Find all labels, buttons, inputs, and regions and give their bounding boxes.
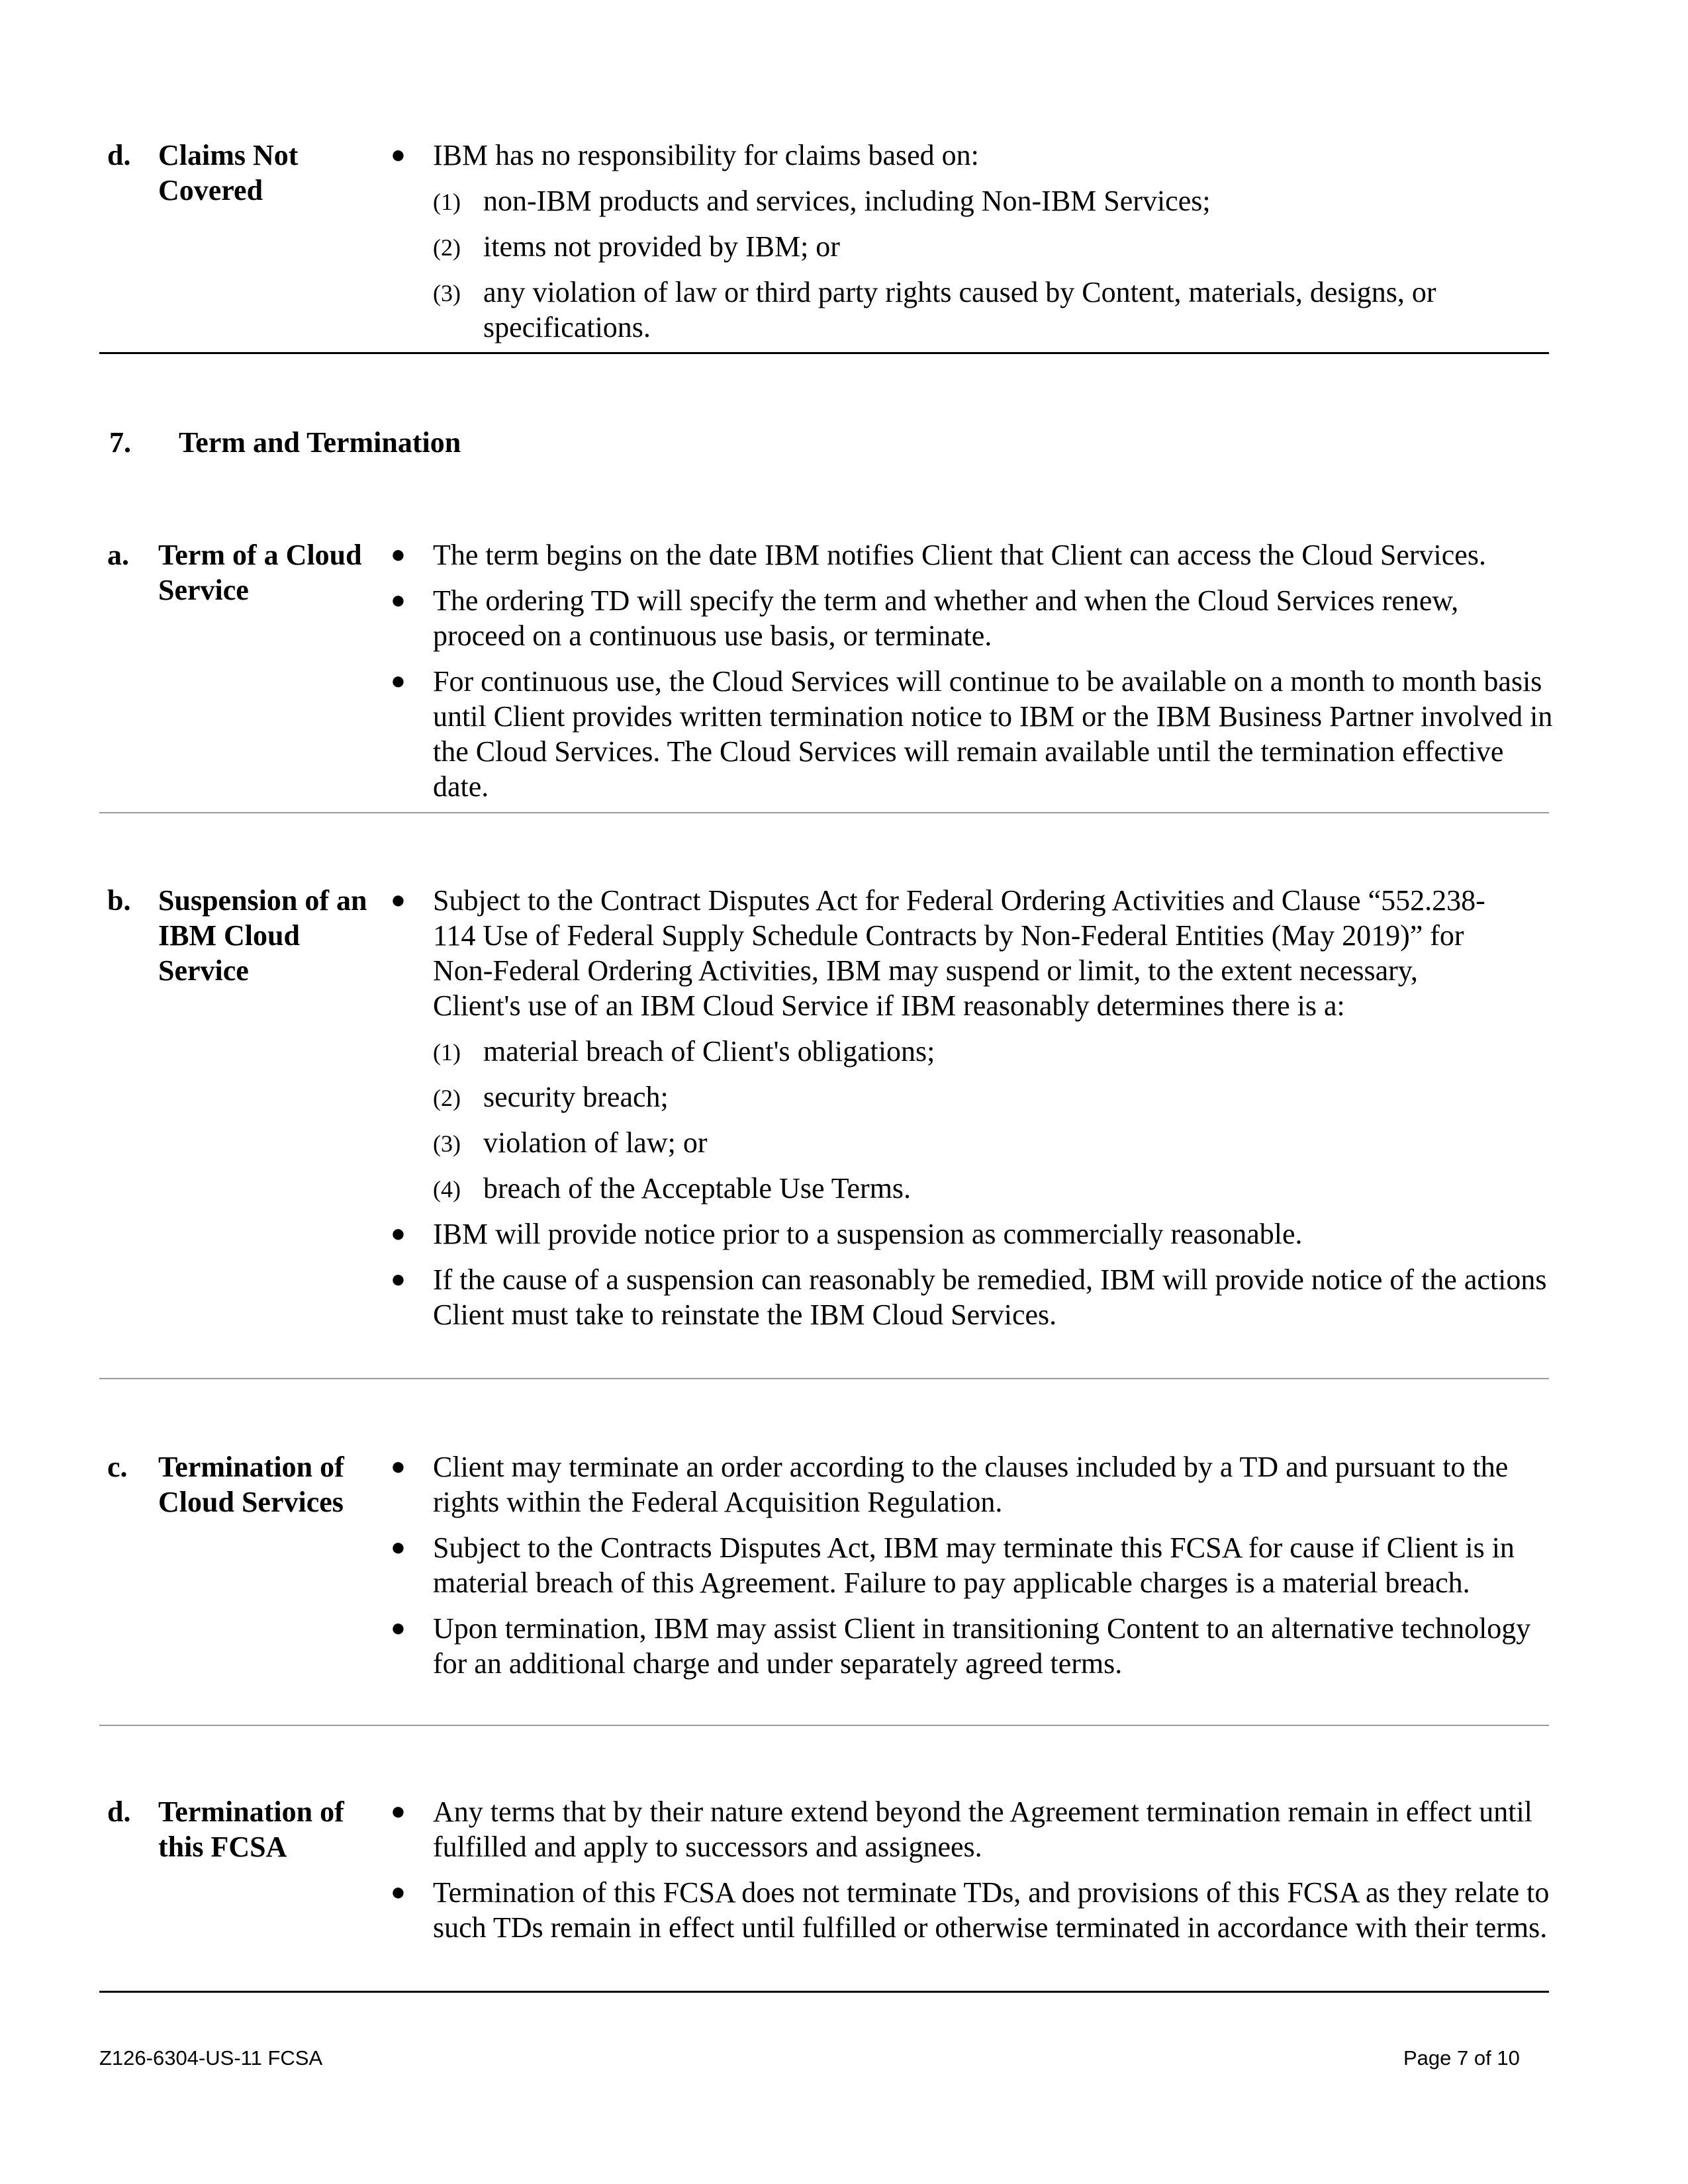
sub-item-text: material breach of Client's obligations; — [483, 1035, 935, 1068]
section-body — [391, 1794, 1556, 1956]
bullet-text: Any terms that by their nature extend beyond the Agreement termination remain in effect until fulfilled and apply to successors and assignees. — [433, 1796, 1532, 1863]
bullet-icon: ● — [391, 1220, 406, 1248]
bullet-text: Termination of this FCSA does not terminate TDs, and provisions of this FCSA as they relate to such TDs remain in effect until fulfilled or otherwise terminated in accordance with their terms. — [433, 1876, 1550, 1944]
bullet-icon: ● — [391, 1533, 406, 1561]
sub-item-text: any violation of law or third party rights caused by Content, materials, designs, or specifications. — [483, 276, 1436, 343]
section-letter: d. — [107, 139, 131, 171]
sub-item — [391, 1034, 1556, 1069]
sub-item — [391, 183, 1556, 218]
section-divider — [99, 812, 1549, 813]
bullet-item — [391, 1875, 1556, 1945]
sub-item-number: (4) — [433, 1176, 461, 1203]
bullet-item — [391, 1794, 1556, 1864]
section-body — [391, 883, 1556, 1343]
bullet-icon: ● — [391, 541, 406, 569]
bullet-icon: ● — [391, 1614, 406, 1642]
sub-item-number: (3) — [433, 280, 461, 306]
bullet-item — [391, 664, 1556, 804]
bullet-item — [391, 138, 1556, 173]
footer-document-id: Z126-6304-US-11 FCSA — [99, 2046, 323, 2070]
sub-item-text: items not provided by IBM; or — [483, 230, 840, 263]
bullet-icon: ● — [391, 586, 406, 614]
bullet-item — [391, 583, 1556, 653]
bullet-item — [391, 1262, 1556, 1332]
footer-page-number: Page 7 of 10 — [1403, 2046, 1520, 2070]
section-letter: a. — [107, 539, 129, 571]
bullet-text: Subject to the Contract Disputes Act for Federal Ordering Activities and Clause “552.238-114 Use of Federal Supply Schedule Contracts by Non-Federal Entities (May 2019)” for Non-Federal Ordering Activities, IBM may suspend or limit, to the extent necessary, Client's use of an IBM Cloud Service if IBM reasonably determines there is a: — [433, 884, 1485, 1022]
sub-item-text: breach of the Acceptable Use Terms. — [483, 1172, 912, 1205]
section-title: Term of a Cloud Service — [158, 539, 362, 606]
bullet-text: The ordering TD will specify the term and whether and when the Cloud Services renew, proceed on a continuous use basis, or terminate. — [433, 584, 1459, 652]
sub-item-text: non-IBM products and services, including Non-IBM Services; — [483, 185, 1211, 217]
sub-item — [391, 1079, 1556, 1115]
sub-item — [391, 275, 1556, 345]
sub-item-number: (1) — [433, 1039, 461, 1066]
bullet-text: Upon termination, IBM may assist Client in transitioning Content to an alternative technology for an additional charge and under separately agreed terms. — [433, 1612, 1531, 1680]
sub-item — [391, 1171, 1556, 1206]
section-body — [391, 1449, 1556, 1692]
section-title: Termination of this FCSA — [158, 1796, 344, 1863]
section-divider — [99, 1378, 1549, 1379]
bullet-item — [391, 1449, 1556, 1520]
bullet-icon: ● — [391, 1797, 406, 1825]
section-divider — [99, 352, 1549, 354]
bullet-icon: ● — [391, 667, 406, 695]
section-divider — [99, 1991, 1549, 1993]
bullet-item — [391, 537, 1556, 572]
bullet-icon: ● — [391, 886, 406, 914]
bullet-item — [391, 1216, 1556, 1251]
section-body — [391, 537, 1556, 815]
section-letter: d. — [107, 1796, 131, 1828]
bullet-text: Client may terminate an order according to the clauses included by a TD and pursuant to the rights within the Federal Acquisition Regulation. — [433, 1451, 1509, 1518]
sub-item — [391, 229, 1556, 264]
sub-item-number: (3) — [433, 1130, 461, 1157]
bullet-icon: ● — [391, 1878, 406, 1906]
bullet-text: IBM has no responsibility for claims based on: — [433, 139, 979, 171]
bullet-text: IBM will provide notice prior to a suspension as commercially reasonable. — [433, 1218, 1303, 1250]
heading-number: 7. — [109, 426, 131, 459]
section-title: Claims Not Covered — [158, 139, 299, 206]
bullet-icon: ● — [391, 1265, 406, 1293]
bullet-text: Subject to the Contracts Disputes Act, IBM may terminate this FCSA for cause if Client is in material breach of this Agreement. Failure to pay applicable charges is a material breach. — [433, 1531, 1515, 1599]
sub-item-number: (2) — [433, 234, 461, 261]
heading-title: Term and Termination — [179, 426, 461, 459]
section-letter: c. — [107, 1451, 128, 1483]
bullet-item — [391, 883, 1489, 1023]
section-title: Termination of Cloud Services — [158, 1451, 344, 1518]
bullet-text: If the cause of a suspension can reasonably be remedied, IBM will provide notice of the actions Client must take to reinstate the IBM Cloud Services. — [433, 1263, 1547, 1331]
sub-item — [391, 1125, 1556, 1160]
section-title: Suspension of an IBM Cloud Service — [158, 884, 367, 987]
bullet-icon: ● — [391, 141, 406, 169]
bullet-item — [391, 1611, 1556, 1681]
sub-item-text: violation of law; or — [483, 1126, 708, 1159]
bullet-text: The term begins on the date IBM notifies Client that Client can access the Cloud Services. — [433, 539, 1486, 571]
bullet-item — [391, 1530, 1556, 1600]
section-body — [391, 138, 1556, 355]
section-divider — [99, 1725, 1549, 1726]
sub-item-text: security breach; — [483, 1081, 669, 1113]
sub-item-number: (1) — [433, 189, 461, 215]
section-letter: b. — [107, 884, 131, 917]
bullet-icon: ● — [391, 1453, 406, 1480]
bullet-text: For continuous use, the Cloud Services will continue to be available on a month to month basis until Client provides written termination notice to IBM or the IBM Business Partner involved in the Cloud Services. The Cloud Services will remain available until the termination effective date. — [433, 665, 1553, 803]
sub-item-number: (2) — [433, 1085, 461, 1111]
